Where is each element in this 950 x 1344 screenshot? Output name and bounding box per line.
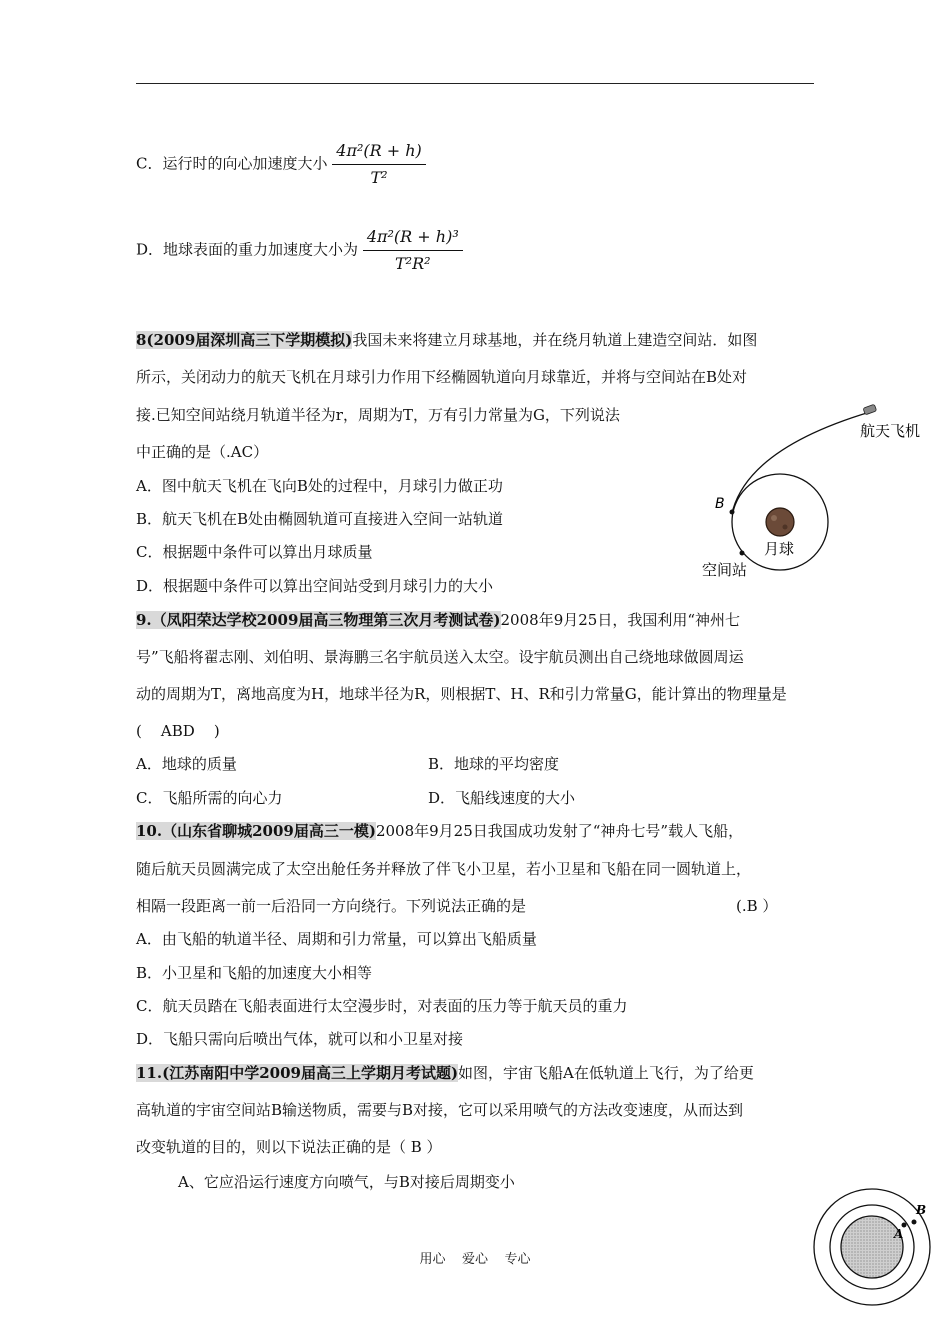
moon-icon	[766, 508, 794, 536]
space-station-dot	[740, 551, 745, 556]
q8-line1: 8(2009届深圳高三下学期模拟)我国未来将建立月球基地，并在绕月轨道上建造空间站．如图	[136, 331, 758, 349]
q11-line1: 11.(江苏南阳中学2009届高三上学期月考试题)如图，宇宙飞船A在低轨道上飞行，为了给更	[136, 1064, 754, 1082]
header-rule	[136, 83, 814, 84]
q10-answer: (.B ）	[736, 897, 778, 915]
formula-c: $\frac{\text{4π²(R + h)}}{\text{T²}}$	[332, 140, 426, 189]
q9-line3: 动的周期为T，离地高度为H，地球半径为R，则根据T、H、R和引力常量G，能计算出的物理量是	[136, 685, 787, 703]
q9-option-d: D．飞船线速度的大小	[428, 789, 576, 807]
q8-option-d: D．根据题中条件可以算出空间站受到月球引力的大小	[136, 577, 494, 595]
moon-orbit-figure	[690, 400, 950, 590]
q10-option-c: C．航天员踏在飞船表面进行太空漫步时，对表面的压力等于航天员的重力	[136, 997, 628, 1015]
formula-d: $\frac{\text{4π²(R + h)³}}{\text{T²R²}}$	[363, 226, 463, 275]
label-shuttle: 航天飞机	[860, 422, 921, 440]
shuttle-icon	[863, 404, 877, 415]
q9-source: 9.（凤阳荣达学校2009届高三物理第三次月考测试卷)	[136, 611, 501, 629]
q10-line1: 10.（山东省聊城2009届高三一模)2008年9月25日我国成功发射了“神舟七号”载人飞船，	[136, 822, 744, 840]
q9-line1: 9.（凤阳荣达学校2009届高三物理第三次月考测试卷)2008年9月25日，我国利用“神州七	[136, 611, 740, 629]
q9-answer: ( ABD )	[136, 722, 220, 740]
earth-icon	[841, 1216, 903, 1278]
label-a-q11: A	[894, 1227, 904, 1241]
q8-option-c: C．根据题中条件可以算出月球质量	[136, 543, 373, 561]
q9-option-a: A．地球的质量	[136, 755, 237, 773]
orbit-figure-q11	[812, 1170, 942, 1320]
q8-line2: 所示，关闭动力的航天飞机在月球引力作用下经椭圆轨道向月球靠近，并将与空间站在B处对	[136, 368, 748, 386]
q11-source: 11.(江苏南阳中学2009届高三上学期月考试题)	[136, 1064, 459, 1082]
shuttle-trajectory	[732, 412, 870, 513]
q11-line2: 高轨道的宇宙空间站B输送物质，需要与B对接，它可以采用喷气的方法改变速度，从而达到	[136, 1101, 744, 1119]
q10-option-d: D．飞船只需向后喷出气体，就可以和小卫星对接	[136, 1030, 464, 1048]
label-b: B	[715, 496, 725, 512]
q10-source: 10.（山东省聊城2009届高三一模)	[136, 822, 376, 840]
q9-line2: 号”飞船将翟志刚、刘伯明、景海鹏三名宇航员送入太空。设宇航员测出自己绕地球做圆周运	[136, 648, 744, 666]
q9-option-b: B．地球的平均密度	[428, 755, 560, 773]
q10-option-a: A．由飞船的轨道半径、周期和引力常量，可以算出飞船质量	[136, 930, 537, 948]
label-station: 空间站	[702, 561, 748, 579]
option-c-prev: C．运行时的向心加速度大小 $\frac{\text{4π²(R + h)}}{\text{T²}}$	[136, 140, 426, 189]
q11-line3: 改变轨道的目的，则以下说法正确的是（ B ）	[136, 1138, 442, 1156]
point-b	[730, 510, 735, 515]
q8-source: 8(2009届深圳高三下学期模拟)	[136, 331, 353, 349]
q8-option-b: B．航天飞机在B处由椭圆轨道可直接进入空间一站轨道	[136, 510, 504, 528]
q10-line2: 随后航天员圆满完成了太空出舱任务并释放了伴飞小卫星，若小卫星和飞船在同一圆轨道上，	[136, 860, 752, 878]
page-footer: 用心 爱心 专心	[419, 1252, 531, 1267]
label-b-q11: B	[916, 1203, 927, 1217]
q10-option-b: B．小卫星和飞船的加速度大小相等	[136, 964, 373, 982]
q11-option-a: A、它应沿运行速度方向喷气，与B对接后周期变小	[178, 1173, 515, 1191]
option-d-prev: D．地球表面的重力加速度大小为 $\frac{\text{4π²(R + h)³}}{\text{T²R²}}$	[136, 226, 463, 275]
label-moon: 月球	[764, 540, 795, 558]
q10-line3: 相隔一段距离一前一后沿同一方向绕行。下列说法正确的是	[136, 897, 527, 915]
q8-option-a: A．图中航天飞机在飞向B处的过程中，月球引力做正功	[136, 477, 503, 495]
q9-option-c: C．飞船所需的向心力	[136, 789, 283, 807]
q8-line3: 接.已知空间站绕月轨道半径为r，周期为T，万有引力常量为G，下列说法	[136, 406, 620, 424]
point-b-dot	[912, 1220, 917, 1225]
q8-line4: 中正确的是（.AC）	[136, 443, 269, 461]
